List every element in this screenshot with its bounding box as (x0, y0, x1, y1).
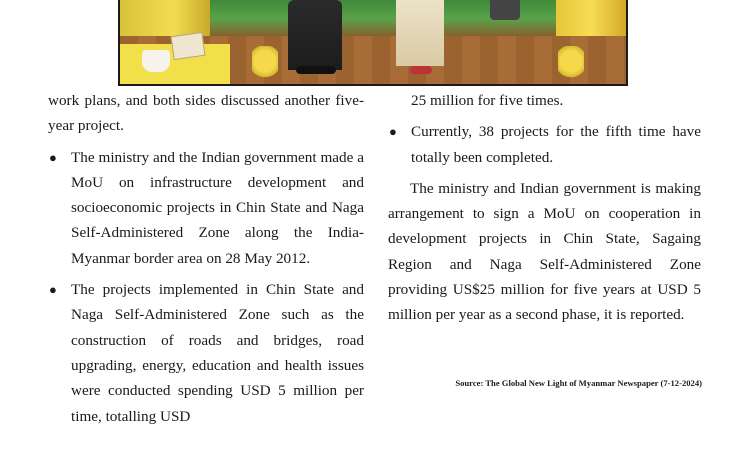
photo-person-sandals (410, 66, 432, 74)
bullet-icon: ● (49, 149, 57, 165)
bullet-icon: ● (49, 282, 57, 298)
continued-bullet-text: 25 million for five times. (411, 92, 564, 109)
list-item: ● The projects implemented in Chin State and Naga Self-Administered Zone such as the construction of roads and bridges, road upgrading, energy, education and health issues were conducted spending USD 5 million per time, totalling USD (48, 277, 364, 429)
continued-paragraph: work plans, and both sides discussed another five-year project. (48, 92, 364, 135)
closing-paragraph: The ministry and Indian government is making arrangement to sign a MoU on cooperation in development projects in Chin State, Sagaing Region and Naga Self-Administered Zone providing US$25 million for five years at USD 5 million per year as a second phase, it is reported. (388, 179, 701, 324)
photo-cup (142, 50, 170, 72)
photo-flower-arrangement (558, 46, 584, 84)
list-item: ● The ministry and the Indian government made a MoU on infrastructure development and socioeconomic projects in Chin State and Naga Self-Administered Zone along the India-Myanmar border area on 28 May 2012. (48, 145, 364, 271)
photo-person-shoes (296, 66, 336, 74)
left-column (48, 88, 364, 429)
left-bullet-list (48, 145, 364, 429)
photo-gift-box (170, 32, 205, 60)
right-bullet-list (388, 119, 701, 170)
list-item: ● Currently, 38 projects for the fifth time have totally been completed. (388, 119, 701, 170)
photo-person-background (490, 0, 520, 20)
source-citation: Source: The Global New Light of Myanmar Newspaper (7-12-2024) (455, 378, 702, 388)
photo-person-suit (288, 0, 342, 70)
right-column (388, 88, 701, 328)
photo-flower-arrangement (252, 46, 278, 84)
photo-person-traditional-dress (396, 0, 444, 66)
bullet-icon: ● (389, 124, 397, 140)
article-photo (118, 0, 628, 86)
